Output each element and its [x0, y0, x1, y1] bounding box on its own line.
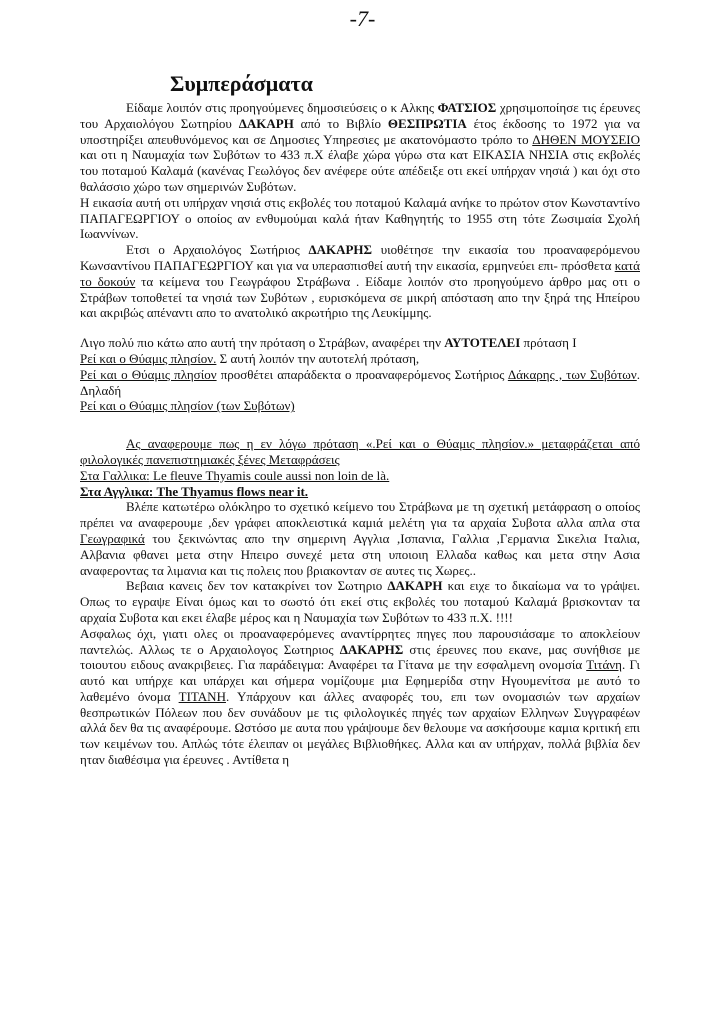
name-dakari: ΔΑΚΑΡΗ	[387, 578, 443, 594]
underlined-quote: Ρεί και ο Θύαμις πλησίον	[80, 366, 217, 382]
text: Είδαμε λοιπόν στις προηγούμενες δημοσιεύσεις ο κ Αλκης	[126, 100, 438, 115]
text: από το Βιβλίο	[293, 115, 388, 131]
text: τα κείμενα του Γεωγράφου Στράβωνα . Είδαμε λοιπόν στο προηγούμενο άρθρο μας οτι ο Στράβων τοποθετεί τα νησιά των Συβότων , ευρισκόμενα σε μικρή απόσταση απο την ξηρά της Ηπείρου και ακριβώς απέναντι απο το ανατολικό ακρωτήριο της Λευκίμμης.	[80, 273, 640, 321]
underlined-museum: ΔΗΘΕΝ ΜΟΥΣΕΙΟ	[532, 131, 640, 147]
text: και για να υπερασπισθεί αυτή την εικασία, ερμηνεύει επι- πρόσθετα	[253, 257, 615, 273]
text: ο οποίος αν ενθυμούμαι καλά ήταν Καθηγητής το 1955 στη τότε Ζωσιμαία Σχολή Ιωαννίνων.	[80, 210, 640, 242]
text: The Thyamus flows near it.	[153, 483, 309, 499]
text: Σ αυτή λοιπόν την αυτοτελή πρόταση,	[216, 350, 420, 366]
text: » μεταφράζεται από φιλολογικές πανεπιστημιακές ξένες Μεταφράσεις	[80, 436, 640, 467]
name-dakari: ΔΑΚΑΡΗ	[238, 115, 294, 131]
label: Στα Αγγλικα:	[80, 483, 154, 499]
quote-line-1	[80, 351, 640, 367]
text: του ξεκινώντας απο την σημερινη Αγγλια ,Ισπανια, Γαλλια ,Γερμανια Σικελια Ιταλια, Αλβανια φθανει μετα στην Ηπειρο συνεχέ μετα στη υποιοιη Ελλαδα καθως και μετα στην Ασια αναφεροντας τα λιμανια και τις πολεις που βριακονταν σε αυτες τις Χωρες..	[80, 530, 640, 578]
text: προσθέτει απαράδεκτα ο προαναφερόμενος Σωτήριος	[216, 366, 508, 382]
text: έτος έκδοσης το 1972 για να υποστηρίξει απευθυνόμενος και σε Δημοσιες Υπηρεσιες με ακατονόμαστο τρόπο το	[80, 115, 640, 147]
quote-line-2	[80, 367, 640, 399]
name-dakaris: ΔΑΚΑΡΗΣ	[339, 641, 404, 657]
page-number: -7-	[349, 6, 376, 31]
paragraph-9	[80, 499, 640, 578]
text: χρησιμοποίησε τις έρευνες του Αρχαιολόγου Σωτηρίου	[80, 100, 640, 131]
name-papageorgiou: ΠΑΠΑΓΕΩΡΓΙΟΥ	[153, 257, 254, 273]
book-title: ΘΕΣΠΡΩΤΙΑ	[387, 115, 467, 131]
paragraph-2	[80, 195, 640, 242]
text: υιοθέτησε την εικασία του προαναφερόμενου Κωνσαντίνου	[80, 242, 640, 273]
quoted-phrase: .Ρεί και ο Θύαμις πλησίον.	[372, 436, 528, 452]
text: Le fleuve Thyamis coule aussi non loin de là.	[149, 467, 390, 483]
text: και οτι η Ναυμαχία των Συβότων το 433 π.Χ έλαβε χώρα γύρω στα κατ	[80, 147, 473, 163]
paragraph-11	[80, 626, 640, 768]
underlined-titani: Τιτάνη	[586, 657, 622, 673]
paragraph-translations-intro	[80, 436, 640, 468]
text: Ασφαλως όχι, γιατι ολες οι προαναφερόμενες αναντίρρητες πηγες που παρουσιάσαμε το αποκλείουν παντελώς. Αλλως τε ο Αρχαιολογος Σωτηριος	[80, 625, 640, 657]
text: Ας αναφερουμε πως η εν λόγω πρόταση «	[126, 436, 373, 452]
label: Στα Γαλλικα:	[80, 467, 150, 483]
paragraph-10	[80, 578, 640, 625]
page-title: Συμπεράσματα	[170, 71, 313, 96]
spacer	[80, 414, 640, 436]
bold-term: ΑΥΤΟΤΕΛΕΙ	[444, 335, 521, 351]
underlined-name: Δάκαρης , των Συβότων	[507, 366, 637, 382]
text: Η εικασία αυτή οτι υπήρχαν νησιά στις εκβολές του ποταμού Καλαμά ανήκε το πρώτον στον Κωνσταντίνο	[80, 194, 640, 210]
paragraph-4	[80, 335, 640, 351]
text: Βλέπε κατωτέρω ολόκληρο το σχετικό κείμενο του Στράβωνα με τη σχετική μετάφραση ο οποίος πρέπει να αναφερουμε ,δεν γράφει αποκλειστικά καμιά μελέτη για τα αρχαία Συβοτα αλλα απλα στα	[80, 499, 640, 531]
text: και ειχε το δικαίωμα να το γράψει. Οπως το εγραψε Είναι όμως και το σωστό ότι εκεί στις εκβολές του ποταμού Καλαμά βρισκονταν τα αρχαία Συβοτα και εκει έλαβε μέρος και η Ναυμαχία των Συβότων το 433 π.Χ. !!!!	[80, 578, 640, 625]
text: Λιγο πολύ πιο κάτω απο αυτή την πρόταση ο Στράβων, αναφέρει την	[80, 335, 445, 351]
paragraph-3	[80, 242, 640, 321]
text: στις εκβολές του ποταμού Καλαμά (κανένας Γεωλόγος δεν ανέφερε ούτε απέδειξε οτι εκεί υπήρχαν νησιά ) και όχι στο θαλάσσιο χώρο των σημερινών Συβότων.	[80, 147, 640, 194]
english-translation	[80, 484, 640, 500]
french-translation	[80, 468, 640, 484]
name-fatsios: ΦΑΤΣΙΟΣ	[437, 100, 497, 115]
text: στις έρευνες που εκανε, μας συνήθισε με τοιουτου ειδους ανακριβειες. Για παράδειγμα: Αναφέρει τα Γίτανα με την εσφαλμενη ονομσία	[80, 641, 640, 673]
name-papageorgiou: ΠΑΠΑΓΕΩΡΓΙΟΥ	[80, 210, 180, 226]
name-dakaris: ΔΑΚΑΡΗΣ	[308, 242, 373, 258]
underlined-phrase: κατά το δοκούν	[80, 257, 640, 289]
document-body	[80, 72, 640, 768]
islands-term: ΕΙΚΑΣΙΑ ΝΗΣΙΑ	[472, 147, 569, 163]
text: Ετσι ο Αρχαιολόγος Σωτήριος	[126, 242, 309, 258]
underlined-titani-upper: ΤΙΤΑΝΗ	[178, 688, 226, 704]
text: . Δηλαδή	[80, 366, 640, 398]
text: . Γι αυτό και υπήρχε και υπάρχει και σήμερα νομίζουμε μια Εφημερίδα στην Ηγουμενίτσα με αυτό το λαθεμένο όνομα	[80, 657, 640, 704]
paragraph-1	[80, 100, 640, 195]
underlined-quote: Ρεί και ο Θύαμις πλησίον (των Συβότων)	[80, 398, 295, 414]
quote-line-3	[80, 398, 640, 414]
text: Βεβαια κανεις δεν τον κατακρίνει τον Σωτηριο	[126, 578, 388, 594]
underlined-quote: Ρεί και ο Θύαμις πλησίον.	[80, 350, 217, 366]
underlined-geographika: Γεωγραφικά	[80, 530, 145, 546]
spacer	[80, 321, 640, 335]
text: πρόταση Ι	[520, 335, 577, 351]
text: . Υπάρχουν και άλλες αναφορές του, επι των ονομασιών των αρχαίων θεσπρωτικών Πόλεων που δεν συνάδουν με τις φιλολογικές πηγές των αρχαίων Ελληνων Συγγραφέων αλλά δεν θα τις αναφέρουμε. Ωστόσο με αυτα που γράψουμε δεν θελουμε να ασκήσουμε καμια κριτική επι των κειμένων του. Απλώς τότε έλειπαν οι μεγάλες Βιβλιοθήκες. Αλλα και αν υπήρχαν, πολλά βιβλία δεν ηταν διαθέσιμα για έρευνες . Αντίθετα η	[80, 688, 640, 768]
